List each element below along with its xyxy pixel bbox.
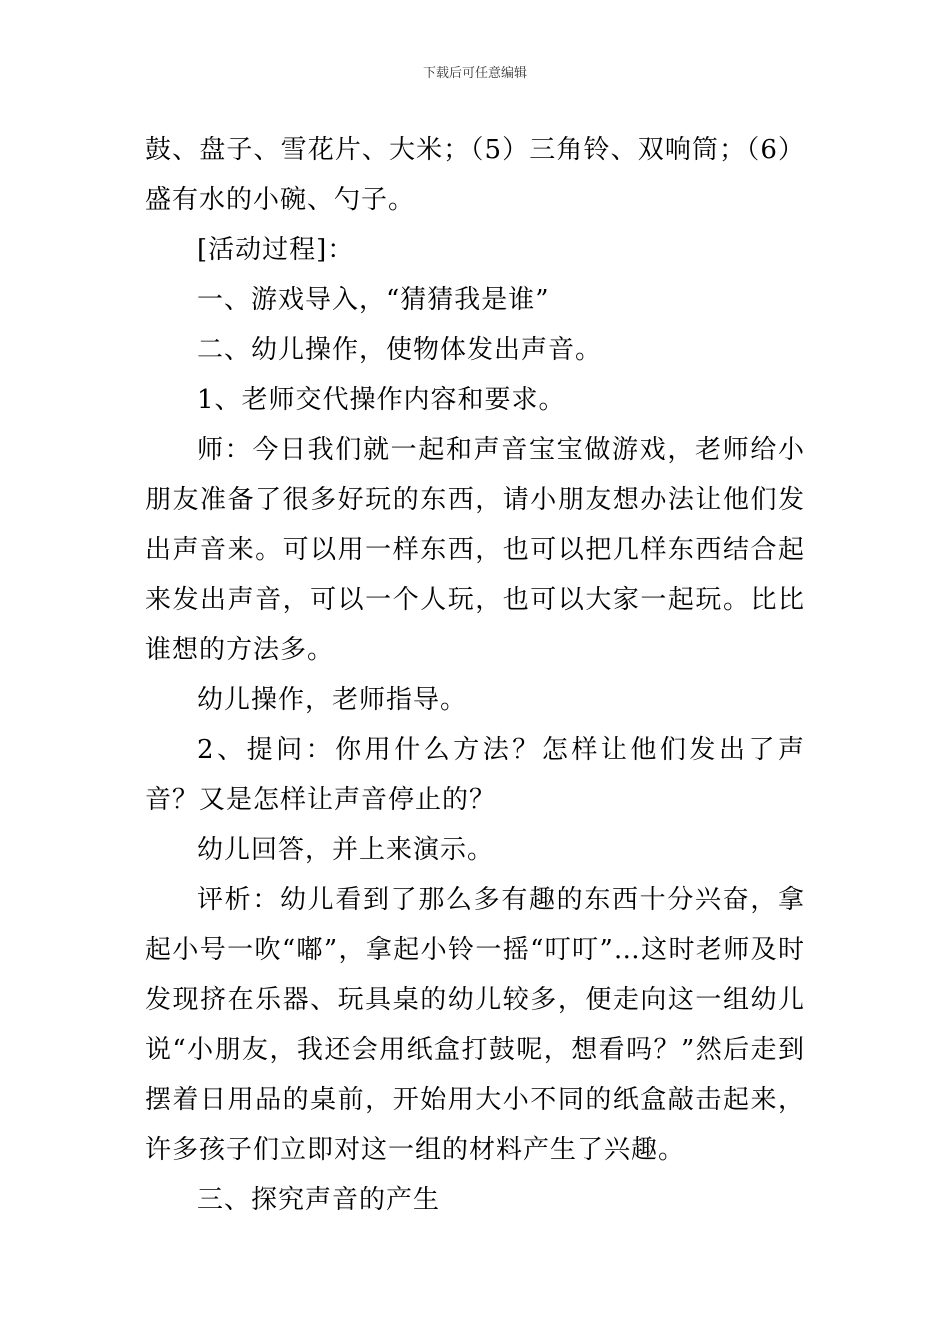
paragraph-teacher-instructions: 师：今日我们就一起和声音宝宝做游戏，老师给小朋友准备了很多好玩的东西，请小朋友想办法让他们发出声音来。可以用一样东西，也可以把几样东西结合起来发出声音，可以一个人玩，也可以大家一起玩。比比谁想的方法多。 [145,435,805,665]
paragraph-step-three: 三、探究声音的产生 [197,1185,441,1215]
paragraph-children-operate: 幼儿操作，老师指导。 [197,685,468,715]
paragraph-step-two: 二、幼儿操作，使物体发出声音。 [197,335,603,365]
document-body [145,125,805,1225]
paragraph-activity-process-heading: [活动过程]： [197,235,355,265]
paragraph-children-answer: 幼儿回答，并上来演示。 [197,835,495,865]
paragraph-analysis: 评析：幼儿看到了那么多有趣的东西十分兴奋，拿起小号一吹“嘟”，拿起小铃一摇“叮叮”…这时老师及时发现挤在乐器、玩具桌的幼儿较多，便走向这一组幼儿说“小朋友，我还会用纸盒打鼓呢，想看吗？”然后走到摆着日用品的桌前，开始用大小不同的纸盒敲击起来，许多孩子们立即对这一组的材料产生了兴趣。 [145,885,805,1165]
paragraph-step-one: 一、游戏导入，“猜猜我是谁” [197,285,550,315]
paragraph-substep-two-questions: 2、提问：你用什么方法？怎样让他们发出了声音？又是怎样让声音停止的？ [145,735,805,815]
paragraph-substep-one: 1、老师交代操作内容和要求。 [197,385,566,415]
page-header: 下载后可任意编辑 [422,66,527,81]
paragraph-materials-continued: 鼓、盘子、雪花片、大米；（5）三角铃、双响筒；（6）盛有水的小碗、勺子。 [145,135,805,215]
